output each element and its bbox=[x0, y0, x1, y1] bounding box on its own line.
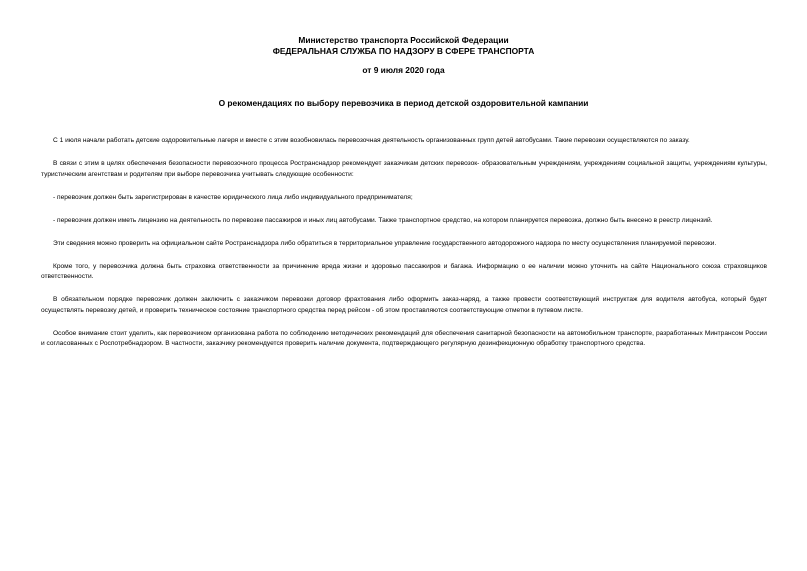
document-date: от 9 июля 2020 года bbox=[362, 65, 445, 75]
list-item: - перевозчик должен быть зарегистрирован в качестве юридического лица либо индивидуального предпринимателя; bbox=[53, 193, 413, 201]
paragraph: С 1 июля начали работать детские оздоровительные лагеря и вместе с этим возобновилась перевозочная деятельность организованных групп детей автобусами. Такие перевозки осуществляются по заказу. bbox=[53, 137, 690, 144]
document-header bbox=[0, 35, 807, 76]
paragraph: В связи с этим в целях обеспечения безопасности перевозочного процесса Ространснадзор рекомендует заказчикам детских перевозок- образовательным учреждениям, учреждениям социальной защиты, учреждениям культуры, туристическим агентствам и родителям при выборе перевозчика учитывать следующие особенности: bbox=[41, 159, 767, 178]
paragraph: В обязательном порядке перевозчик должен заключить с заказчиком перевозки договор фрахтования либо оформить заказ-наряд, а также провести соответствующий инструктаж для водителя автобуса, который будет осуществлять перевозку детей, и проверить техническое состояние транспортного средства перед рейсом - об этом проставляются соответствующие отметки в путевом листе. bbox=[41, 296, 767, 314]
document-title: О рекомендациях по выбору перевозчика в период детской оздоровительной кампании bbox=[218, 98, 589, 108]
service-name: ФЕДЕРАЛЬНАЯ СЛУЖБА ПО НАДЗОРУ В СФЕРЕ ТРАНСПОРТА bbox=[272, 46, 535, 56]
paragraph: Кроме того, у перевозчика должна быть страховка ответственности за причинение вреда жизни и здоровью пассажиров и багажа. Информацию о ее наличии можно уточнить на сайте Национального союза страховщиков ответственности. bbox=[41, 262, 767, 281]
ministry-name: Министерство транспорта Российской Федерации bbox=[298, 35, 509, 45]
paragraph: Эти сведения можно проверить на официальном сайте Ространснадзора либо обратиться в территориальное управление государственного автодорожного надзора по месту осуществления планируемой перевозки. bbox=[53, 239, 717, 247]
list-item: - перевозчик должен иметь лицензию на деятельность по перевозке пассажиров и иных лиц автобусами. Также транспортное средство, на котором планируется перевозка, должно быть внесено в реестр лицензий. bbox=[53, 216, 713, 224]
document-body bbox=[41, 136, 767, 362]
paragraph: Особое внимание стоит уделить, как перевозчиком организована работа по соблюдению методических рекомендаций для обеспечения санитарной безопасности на автомобильном транспорте, разработанных Минтрансом России и согласованных с Роспотребнадзором. В частности, заказчику рекомендуется проверить наличие документа, подтверждающего регулярную дезинфекционную обработку транспортного средства. bbox=[41, 329, 767, 348]
